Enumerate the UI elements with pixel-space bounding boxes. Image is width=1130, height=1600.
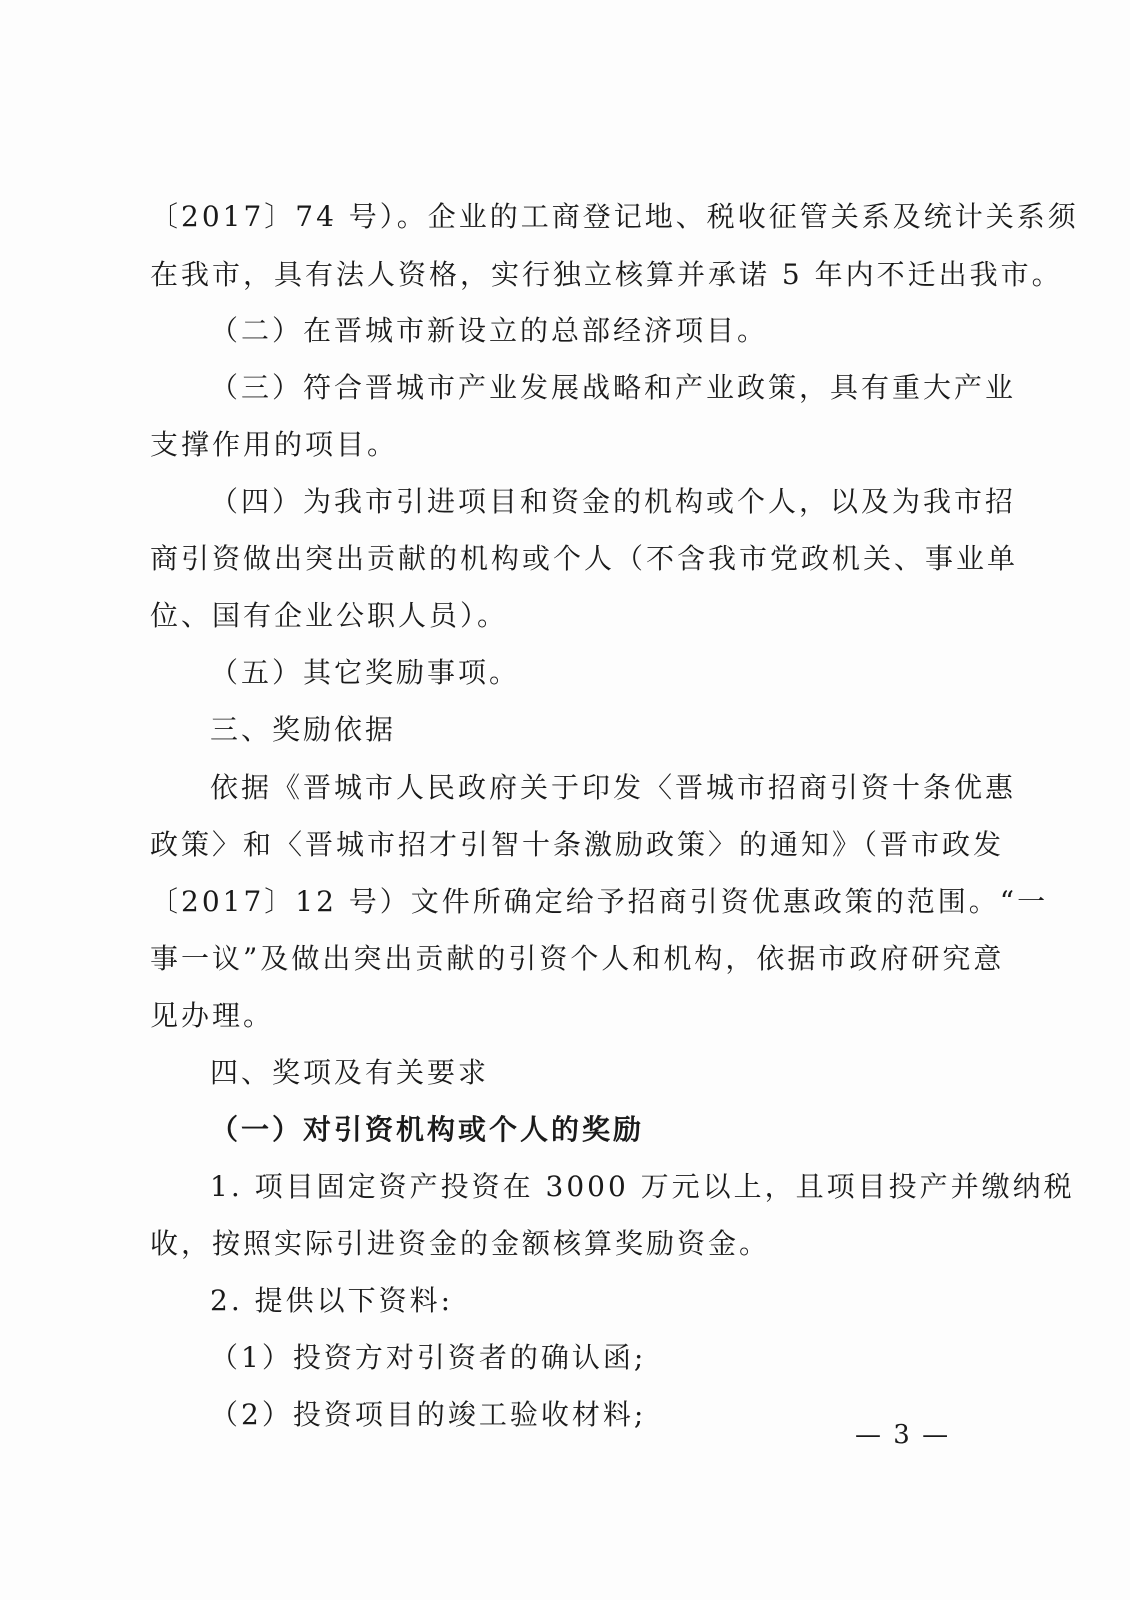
text-line: 商引资做出突出贡献的机构或个人（不含我市党政机关、事业单	[150, 542, 1019, 575]
list-item-1: （1）投资方对引资者的确认函;	[210, 1341, 647, 1374]
subsection-heading: （一）对引资机构或个人的奖励	[210, 1113, 645, 1146]
text-line: 支撑作用的项目。	[150, 428, 399, 461]
text-line: 收，按照实际引进资金的金额核算奖励资金。	[150, 1227, 771, 1260]
text-line: 政策〉和〈晋城市招才引智十条激励政策〉的通知》（晋市政发	[150, 828, 1005, 861]
section-heading-3: 三、奖励依据	[210, 713, 397, 746]
text-line: 事一议”及做出突出贡献的引资个人和机构，依据市政府研究意	[150, 942, 1005, 975]
section-heading-4: 四、奖项及有关要求	[210, 1056, 490, 1089]
text-line: 见办理。	[150, 999, 275, 1032]
list-item-4: （四）为我市引进项目和资金的机构或个人，以及为我市招	[210, 485, 1017, 518]
text-line: 1. 项目固定资产投资在 3000 万元以上，且项目投产并缴纳税	[210, 1170, 1075, 1203]
list-item-2: （二）在晋城市新设立的总部经济项目。	[210, 314, 769, 347]
text-line: 依据《晋城市人民政府关于印发〈晋城市招商引资十条优惠	[210, 771, 1017, 804]
text-line: 〔2017〕74 号）。企业的工商登记地、税收征管关系及统计关系须	[150, 200, 1079, 233]
page-number: — 3 —	[855, 1420, 951, 1450]
list-item-5: （五）其它奖励事项。	[210, 656, 521, 689]
text-line: 在我市，具有法人资格，实行独立核算并承诺 5 年内不迁出我市。	[150, 258, 1063, 291]
text-line: 位、国有企业公职人员）。	[150, 599, 509, 632]
text-line: 2. 提供以下资料:	[210, 1284, 454, 1317]
list-item-3: （三）符合晋城市产业发展战略和产业政策，具有重大产业	[210, 371, 1017, 404]
text-line: 〔2017〕12 号）文件所确定给予招商引资优惠政策的范围。“一	[150, 885, 1049, 918]
list-item-2b: （2）投资项目的竣工验收材料;	[210, 1398, 647, 1431]
